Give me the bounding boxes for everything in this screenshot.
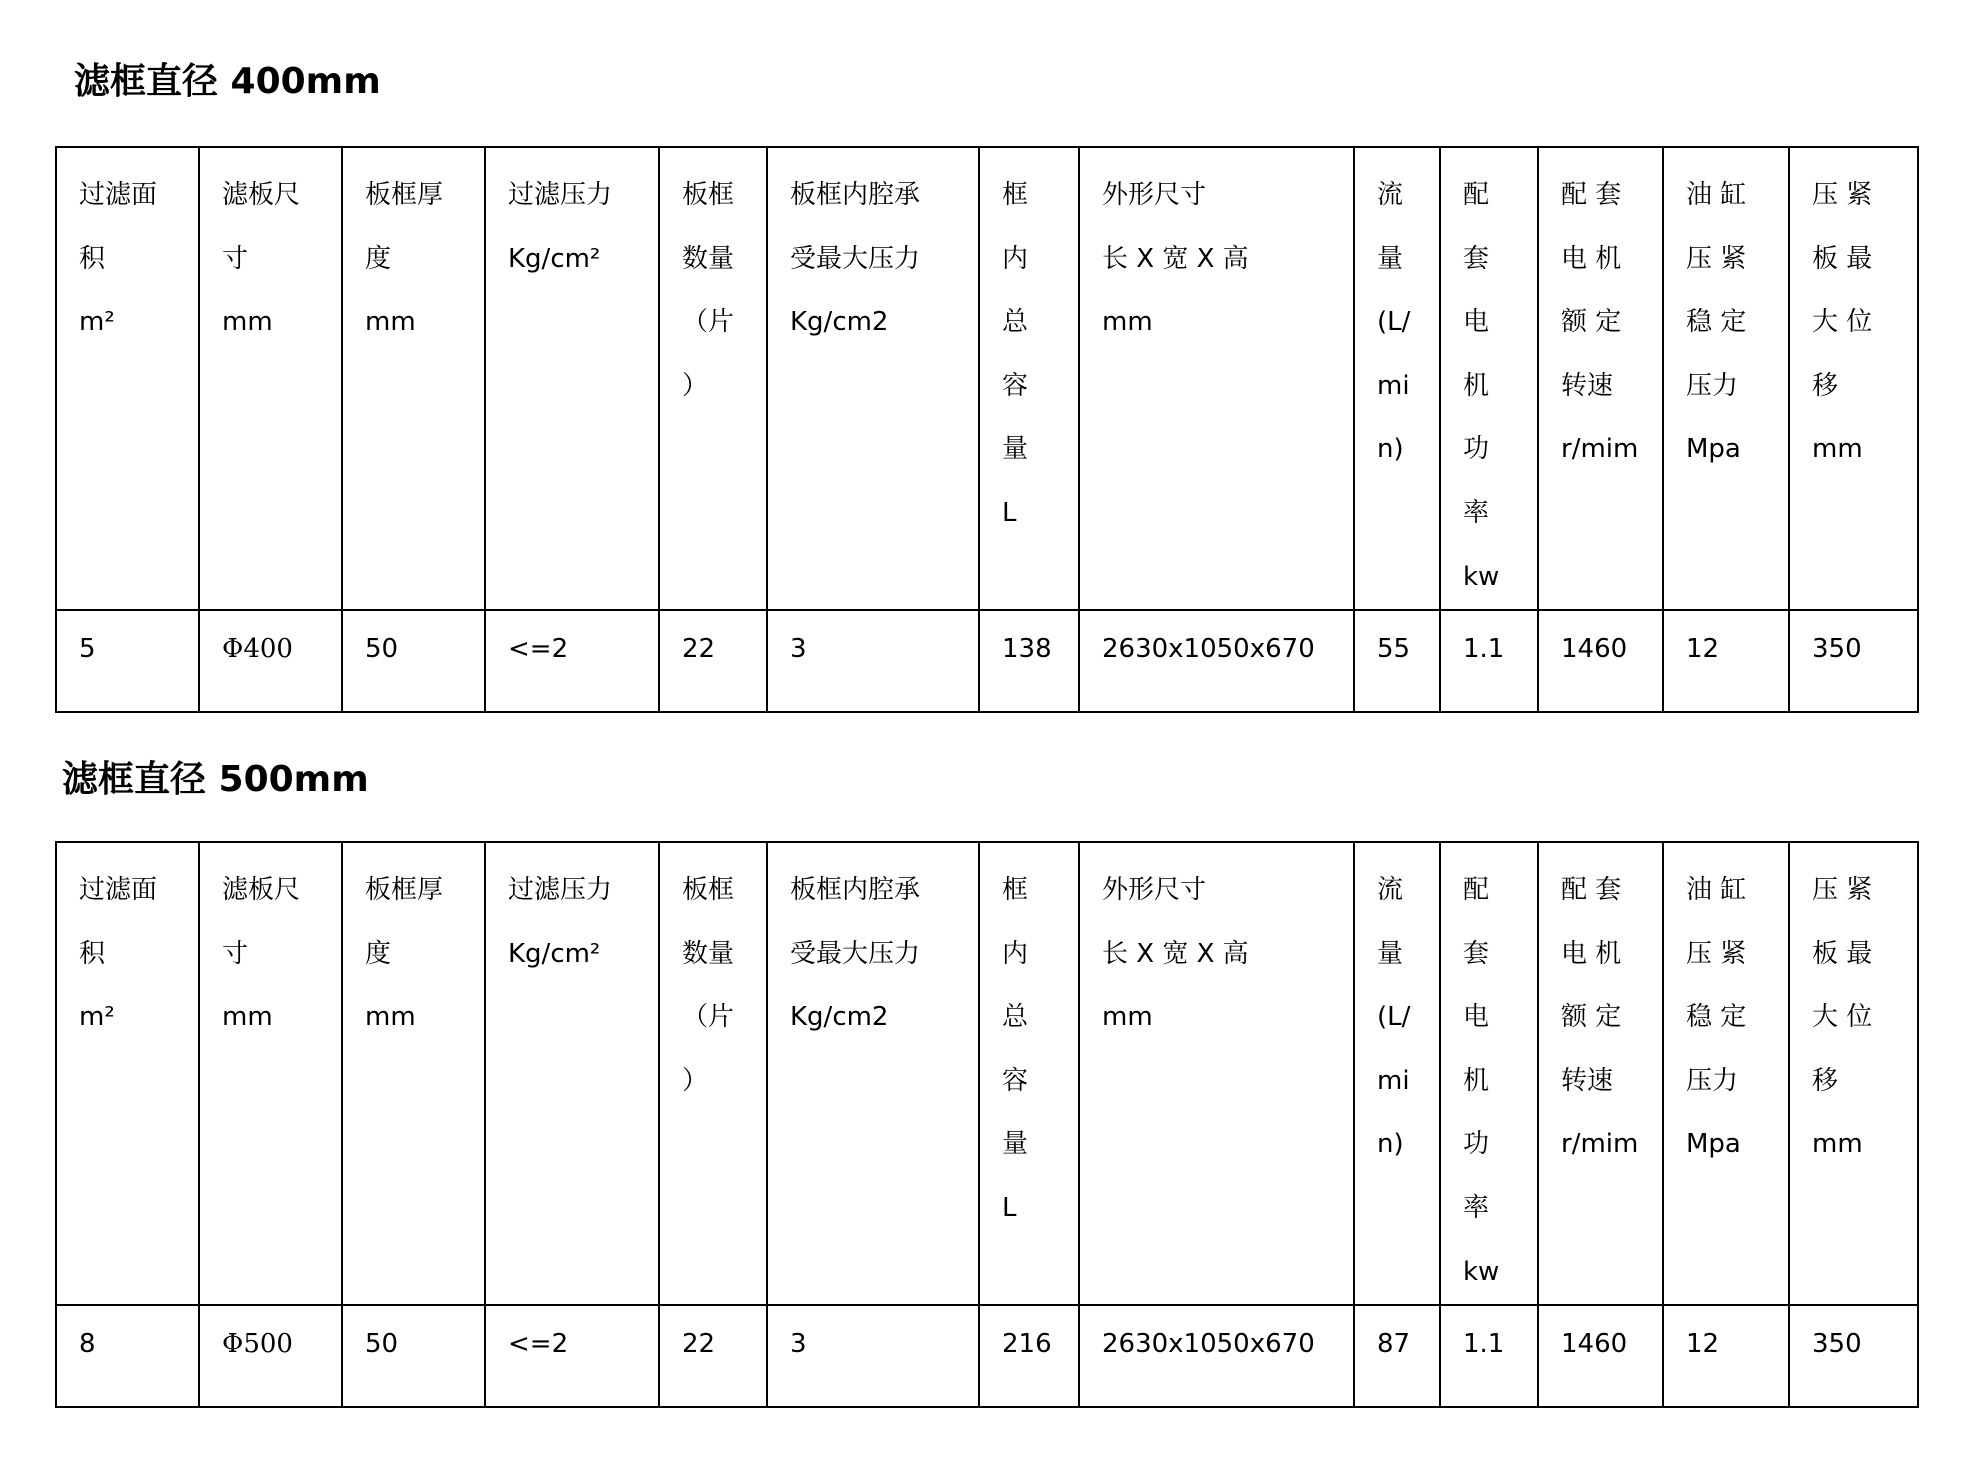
header-cell [56,842,199,1305]
table-cell: 12 [1663,610,1789,712]
header-text: 量 [1377,938,1404,969]
table-cell: 22 [659,1305,767,1407]
header-text: 容 [1002,370,1029,401]
header-cell [1789,842,1918,1305]
header-text: L [1002,1192,1017,1223]
header-cell [1789,147,1918,610]
header-text: Kg/cm2 [790,307,889,338]
header-text: (L/ [1377,307,1411,338]
header-text: 外形尺寸 [1102,180,1207,210]
table-cell: 87 [1354,1305,1440,1407]
header-text: Kg/cm² [508,938,601,969]
header-text: ） [682,370,709,401]
header-text: mm [1812,434,1863,465]
header-text: 板框内腔承 [790,875,921,905]
header-cell [659,842,767,1305]
header-cell [767,147,979,610]
header-text: 大 位 [1812,307,1873,338]
header-cell [342,147,485,610]
header-cell [199,147,342,610]
header-text: 转速 [1561,370,1614,401]
section-title: 滤框直径 400mm [74,61,381,102]
header-text: 量 [1002,1129,1029,1160]
header-cell [485,147,659,610]
table-cell: 8 [56,1305,199,1407]
header-text: Mpa [1686,434,1741,465]
header-text: Mpa [1686,1129,1741,1160]
header-text: 电 机 [1561,938,1622,969]
header-text: Kg/cm² [508,243,601,274]
header-text: 配 [1463,180,1490,210]
header-row [56,147,1918,610]
table-cell: 1.1 [1440,610,1538,712]
header-text: 积 [79,243,106,274]
header-cell [1538,147,1663,610]
header-text: 额 定 [1561,1002,1622,1033]
header-text: n) [1377,434,1404,465]
header-text: 功 [1463,434,1490,465]
table-cell: Φ500 [199,1305,342,1407]
header-text: 积 [79,938,106,969]
header-text: mm [365,1002,416,1033]
header-text: 容 [1002,1065,1029,1096]
header-cell [1079,147,1354,610]
header-text: n) [1377,1129,1404,1160]
header-text: 板框 [682,180,735,210]
header-row [56,842,1918,1305]
header-text: 数量 [682,938,735,969]
header-cell [767,842,979,1305]
header-text: 套 [1463,938,1490,969]
header-text: mm [1102,1002,1153,1033]
header-text: 过滤压力 [508,875,613,905]
spec-table [55,146,1919,713]
header-cell [56,147,199,610]
header-text: 框 [1002,180,1029,210]
table-cell: 50 [342,610,485,712]
header-text: 套 [1463,243,1490,274]
header-text: 长 X 宽 X 高 [1102,938,1249,969]
header-text: 移 [1812,1065,1839,1096]
header-text: 滤板尺 [222,875,301,905]
header-text: 板框厚 [365,875,444,905]
table-cell: 50 [342,1305,485,1407]
header-text: m² [79,307,115,338]
header-text: mm [1102,307,1153,338]
header-text: 过滤面 [79,180,158,210]
header-cell [659,147,767,610]
header-text: 板框厚 [365,180,444,210]
header-cell [1663,147,1789,610]
header-text: 框 [1002,875,1029,905]
header-text: （片 [682,307,735,338]
header-text: 板框内腔承 [790,180,921,210]
header-text: kw [1463,1256,1500,1287]
header-text: 率 [1463,1192,1490,1223]
table-cell: <=2 [485,1305,659,1407]
table-cell: 22 [659,610,767,712]
header-cell [1354,842,1440,1305]
header-text: 转速 [1561,1065,1614,1096]
header-text: 配 [1463,875,1490,905]
header-text: ） [682,1065,709,1096]
spec-table [55,841,1919,1408]
table-cell: 1460 [1538,610,1663,712]
table-cell: 2630x1050x670 [1079,610,1354,712]
header-cell [1440,842,1538,1305]
header-cell [1354,147,1440,610]
header-text: r/mim [1561,434,1639,465]
table-cell: 2630x1050x670 [1079,1305,1354,1407]
header-text: 总 [1002,307,1029,338]
header-cell [1440,147,1538,610]
header-text: mm [365,307,416,338]
header-text: 电 [1463,1002,1490,1033]
header-text: 总 [1002,1002,1029,1033]
header-text: 压 紧 [1812,180,1873,210]
table-cell: 1460 [1538,1305,1663,1407]
header-text: 率 [1463,497,1490,528]
header-text: 内 [1002,938,1029,969]
header-text: 受最大压力 [790,243,921,274]
header-text: 机 [1463,370,1490,401]
header-text: 流 [1377,180,1404,210]
header-cell [979,842,1079,1305]
header-text: 内 [1002,243,1029,274]
header-text: 过滤面 [79,875,158,905]
header-text: 额 定 [1561,307,1622,338]
header-text: 量 [1377,243,1404,274]
header-text: 压 紧 [1686,938,1747,969]
section-title: 滤框直径 500mm [62,759,369,800]
header-text: 压 紧 [1812,875,1873,905]
header-cell [979,147,1079,610]
header-text: mm [1812,1129,1863,1160]
header-text: kw [1463,561,1500,592]
header-text: r/mim [1561,1129,1639,1160]
table-cell: 5 [56,610,199,712]
header-text: 机 [1463,1065,1490,1096]
header-text: 寸 [222,938,249,969]
header-text: mm [222,307,273,338]
header-text: 板 最 [1812,938,1873,969]
header-text: 油 缸 [1686,180,1747,210]
table-cell: 138 [979,610,1079,712]
header-cell [1079,842,1354,1305]
header-text: m² [79,1002,115,1033]
header-text: 功 [1463,1129,1490,1160]
header-text: 滤板尺 [222,180,301,210]
table-cell: 12 [1663,1305,1789,1407]
table-cell: 350 [1789,1305,1918,1407]
header-text: 数量 [682,243,735,274]
header-text: 压力 [1686,1065,1739,1096]
header-text: 稳 定 [1686,307,1747,338]
header-text: 受最大压力 [790,938,921,969]
table-cell: 3 [767,610,979,712]
header-text: 外形尺寸 [1102,875,1207,905]
header-text: mm [222,1002,273,1033]
header-cell [1538,842,1663,1305]
header-text: 板框 [682,875,735,905]
header-text: 油 缸 [1686,875,1747,905]
header-text: （片 [682,1002,735,1033]
table-cell: 3 [767,1305,979,1407]
header-text: 压力 [1686,370,1739,401]
header-text: 度 [365,938,392,969]
header-text: 度 [365,243,392,274]
header-text: Kg/cm2 [790,1002,889,1033]
header-cell [1663,842,1789,1305]
header-text: mi [1377,370,1410,401]
header-text: 电 机 [1561,243,1622,274]
header-text: 过滤压力 [508,180,613,210]
table-cell: Φ400 [199,610,342,712]
header-text: 配 套 [1561,875,1622,905]
table-cell: 1.1 [1440,1305,1538,1407]
header-text: 大 位 [1812,1002,1873,1033]
header-cell [199,842,342,1305]
header-text: 量 [1002,434,1029,465]
header-text: 板 最 [1812,243,1873,274]
header-text: 流 [1377,875,1404,905]
table-row [56,1305,1918,1407]
table-cell: 55 [1354,610,1440,712]
table-cell: 216 [979,1305,1079,1407]
header-text: 稳 定 [1686,1002,1747,1033]
header-text: 压 紧 [1686,243,1747,274]
header-text: mi [1377,1065,1410,1096]
header-text: 配 套 [1561,180,1622,210]
header-text: 寸 [222,243,249,274]
header-cell [485,842,659,1305]
header-text: (L/ [1377,1002,1411,1033]
table-cell: <=2 [485,610,659,712]
header-text: L [1002,497,1017,528]
header-cell [342,842,485,1305]
header-text: 长 X 宽 X 高 [1102,243,1249,274]
table-row [56,610,1918,712]
table-cell: 350 [1789,610,1918,712]
header-text: 移 [1812,370,1839,401]
header-text: 电 [1463,307,1490,338]
